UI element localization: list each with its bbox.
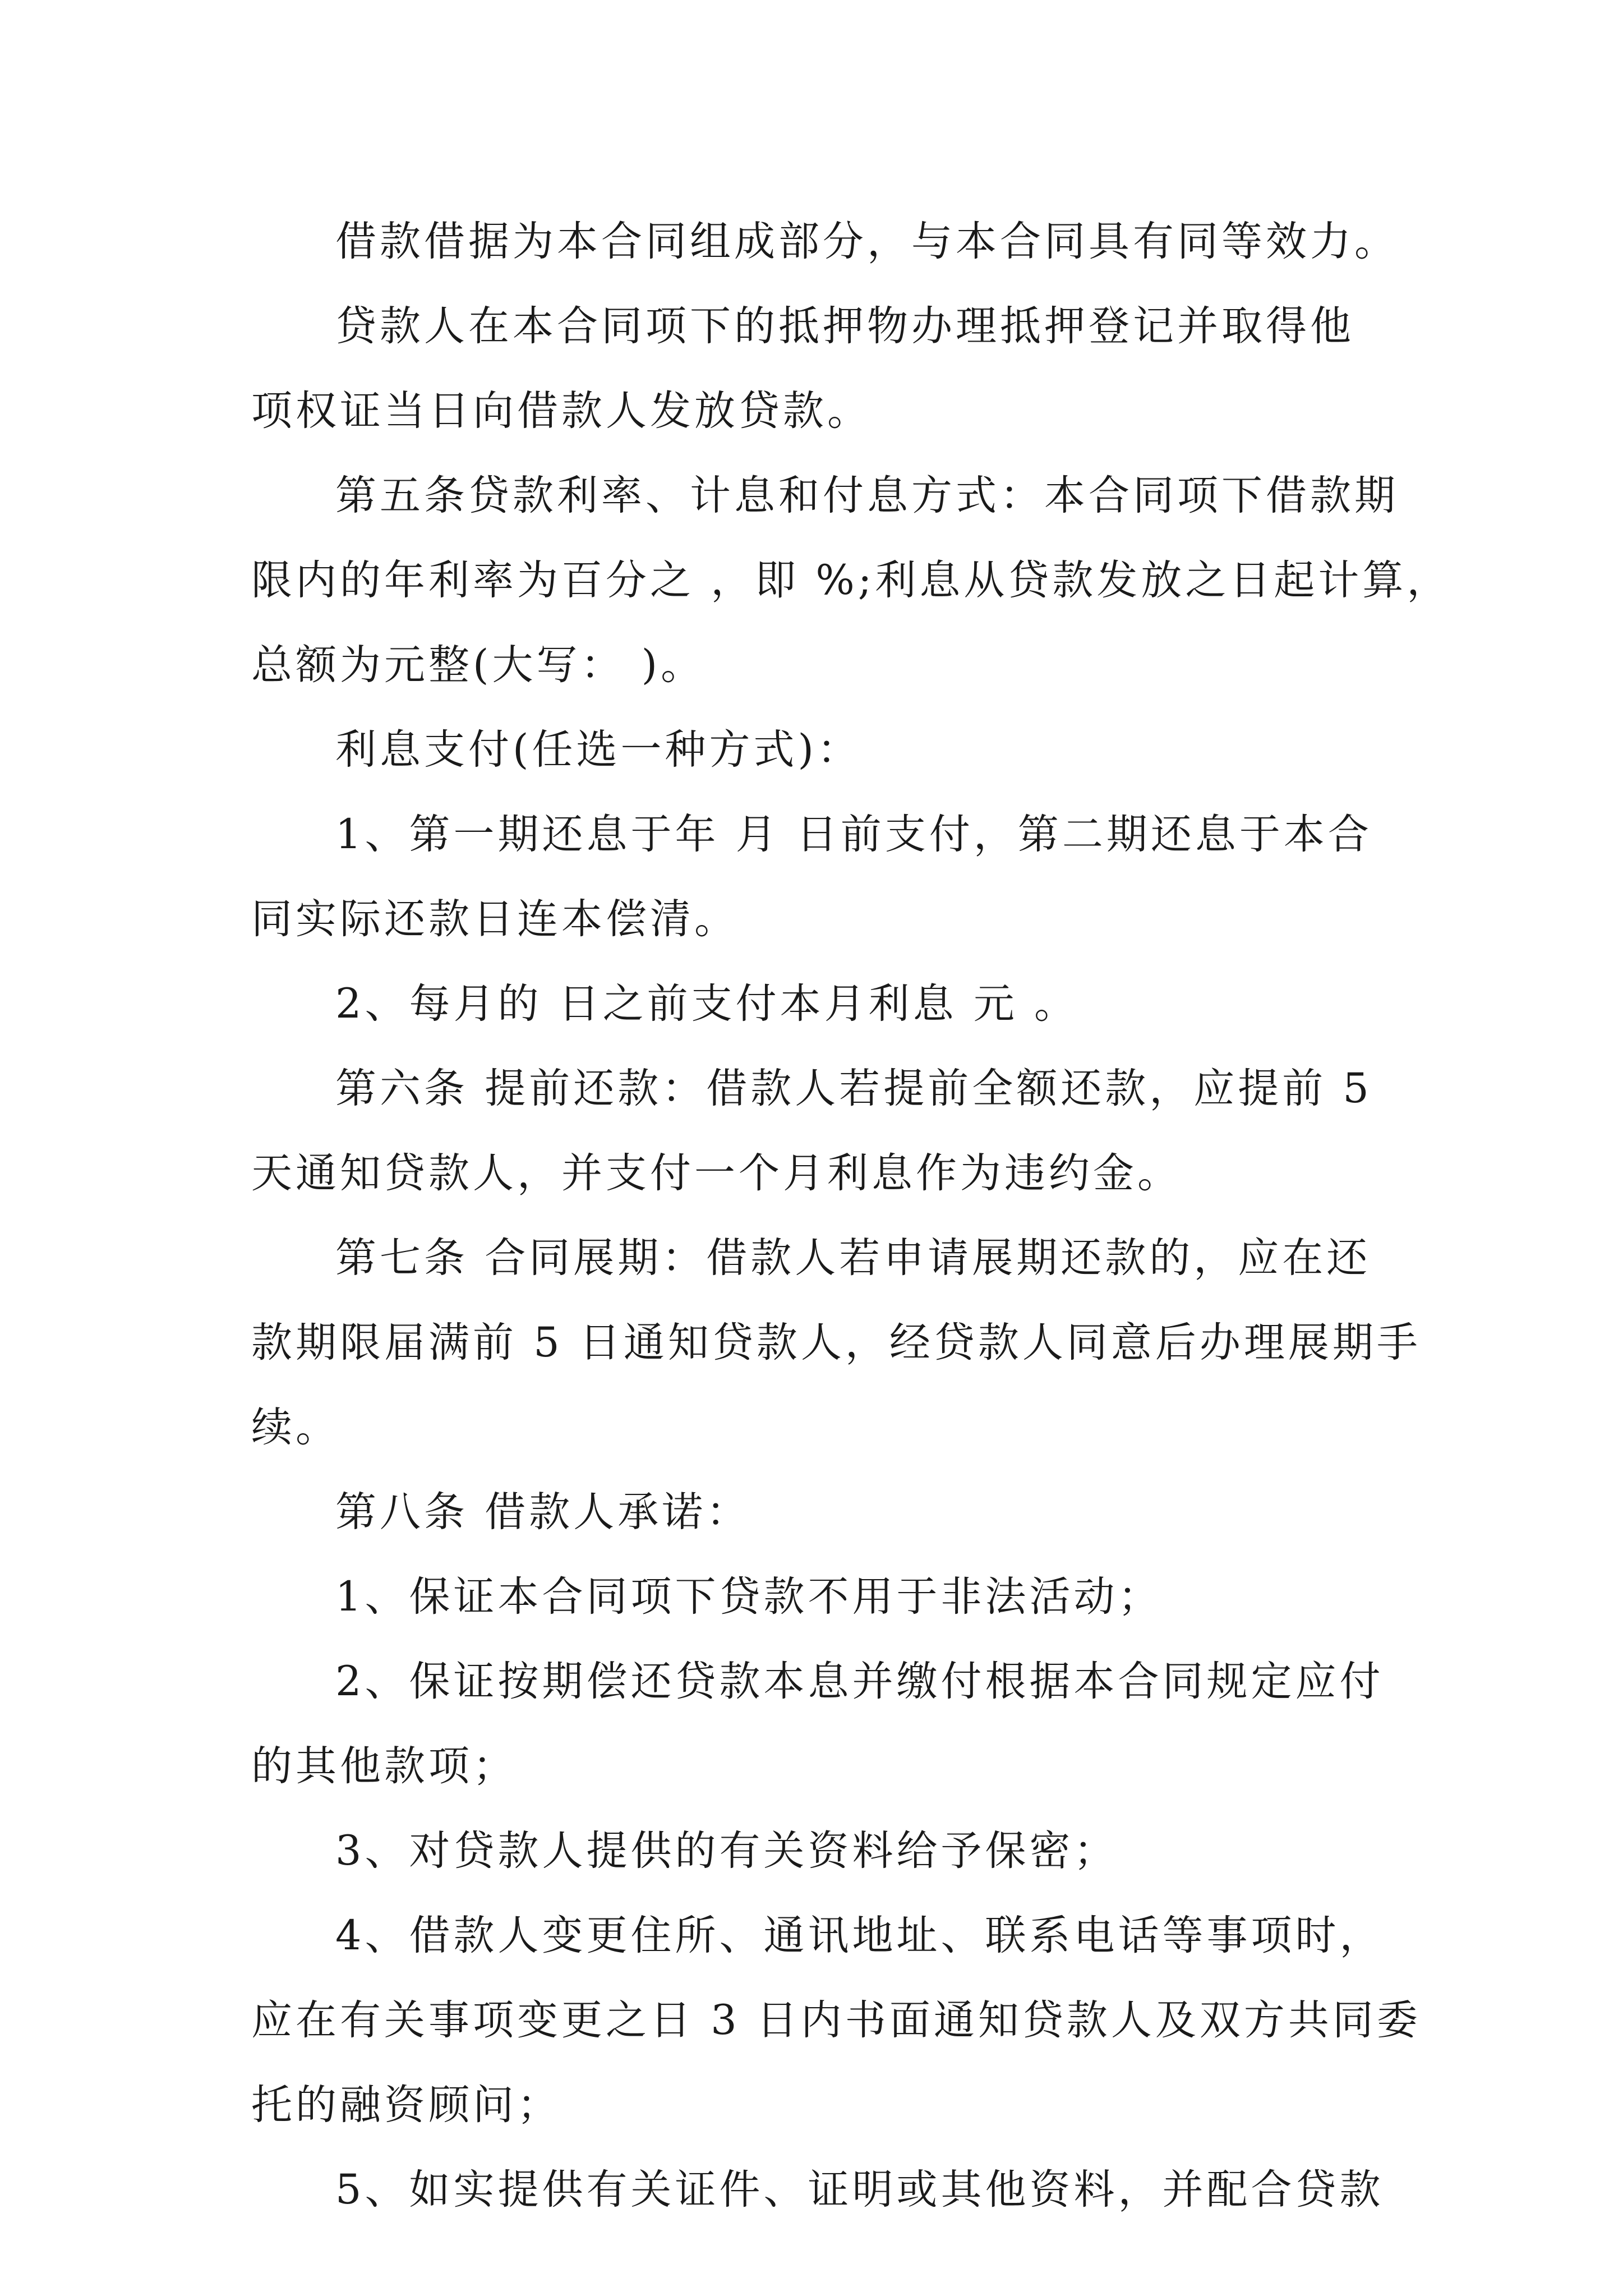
paragraph xyxy=(251,284,1384,453)
text-line: 利息支付(任选一种方式)： xyxy=(335,726,861,774)
text-line: 2、每月的 日之前支付本月利息 元 。 xyxy=(335,980,1079,1028)
text-line: 借款借据为本合同组成部分，与本合同具有同等效力。 xyxy=(335,218,1399,265)
text-line: 天通知贷款人，并支付一个月利息作为违约金。 xyxy=(251,1149,1182,1197)
paragraph xyxy=(251,707,1384,792)
text-line: 第八条 借款人承诺： xyxy=(335,1488,751,1536)
text-line: 2、保证按期偿还贷款本息并缴付根据本合同规定应付 xyxy=(335,1658,1384,1705)
paragraph xyxy=(251,453,1451,707)
text-line: 托的融资顾问； xyxy=(251,2081,561,2129)
text-line: 贷款人在本合同项下的抵押物办理抵押登记并取得他 xyxy=(335,302,1354,350)
document-body xyxy=(251,199,1451,2232)
paragraph xyxy=(251,961,1384,1046)
text-line: 4、借款人变更住所、通讯地址、联系电话等事项时， xyxy=(335,1912,1384,1959)
paragraph xyxy=(251,1809,1384,1893)
text-line: 总额为元整(大写： )。 xyxy=(251,641,706,689)
text-line: 的其他款项； xyxy=(251,1742,517,1790)
paragraph xyxy=(251,1554,1384,1639)
text-line: 项权证当日向借款人发放贷款。 xyxy=(251,387,872,435)
paragraph xyxy=(251,1216,1421,1470)
paragraph xyxy=(251,199,1399,284)
paragraph xyxy=(251,1046,1384,1216)
text-line: 1、第一期还息于年 月 日前支付，第二期还息于本合 xyxy=(335,811,1372,858)
text-line: 限内的年利率为百分之 ，即 %;利息从贷款发放之日起计算， xyxy=(251,556,1451,604)
text-line: 第六条 提前还款：借款人若提前全额还款，应提前 5 xyxy=(335,1065,1372,1112)
paragraph xyxy=(251,792,1384,961)
text-line: 第五条贷款利率、计息和付息方式：本合同项下借款期 xyxy=(335,472,1399,519)
text-line: 第七条 合同展期：借款人若申请展期还款的，应在还 xyxy=(335,1234,1371,1282)
paragraph xyxy=(251,2147,1384,2232)
text-line: 同实际还款日连本偿清。 xyxy=(251,895,739,943)
text-line: 续。 xyxy=(251,1404,340,1451)
text-line: 3、对贷款人提供的有关资料给予保密； xyxy=(335,1827,1118,1875)
paragraph xyxy=(251,1470,1384,1554)
text-line: 款期限届满前 5 日通知贷款人，经贷款人同意后办理展期手 xyxy=(251,1319,1421,1366)
text-line: 应在有关事项变更之日 3 日内书面通知贷款人及双方共同委 xyxy=(251,1996,1421,2044)
paragraph xyxy=(251,1893,1421,2147)
text-line: 1、保证本合同项下贷款不用于非法活动； xyxy=(335,1573,1163,1621)
paragraph xyxy=(251,1639,1384,1809)
text-line: 5、如实提供有关证件、证明或其他资料，并配合贷款 xyxy=(335,2166,1384,2214)
